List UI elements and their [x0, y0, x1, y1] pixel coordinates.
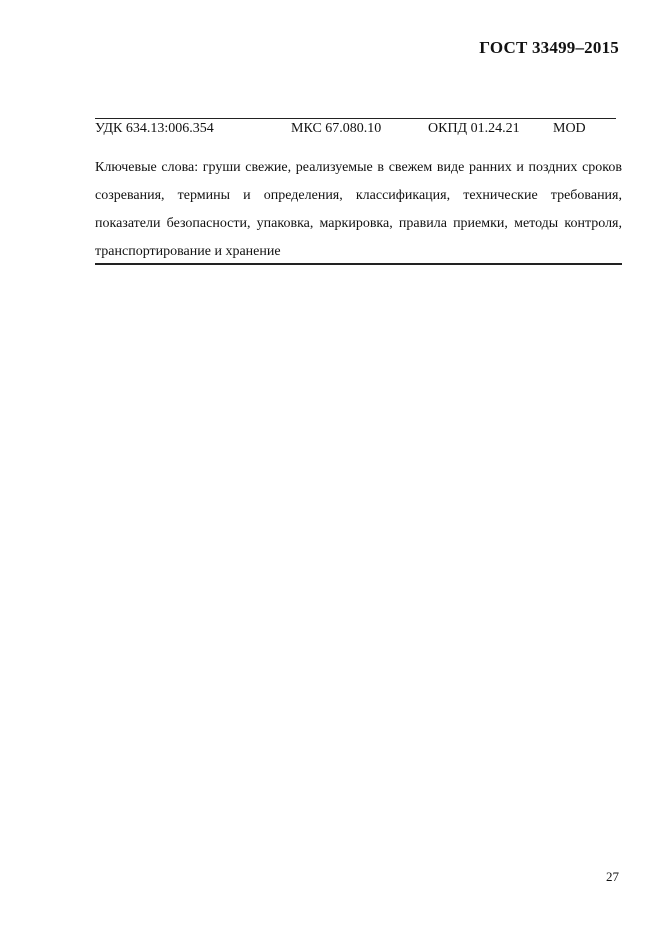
standard-number-header: ГОСТ 33499–2015	[479, 38, 619, 57]
top-divider	[95, 118, 616, 119]
mod-code: MOD	[553, 121, 586, 136]
mks-code: МКС 67.080.10	[291, 121, 382, 136]
keywords-paragraph: Ключевые слова: груши свежие, реализуемые в свежем виде ранних и поздних сроков созревания, термины и определения, классификация, технические требования, показатели безопасности, упаковка, маркировка, правила приемки, методы контроля, транспортирование и хранение	[95, 160, 622, 259]
bottom-divider	[95, 263, 622, 265]
okpd-code: ОКПД 01.24.21	[428, 121, 520, 136]
udk-code: УДК 634.13:006.354	[95, 121, 214, 136]
page-number: 27	[606, 869, 619, 884]
